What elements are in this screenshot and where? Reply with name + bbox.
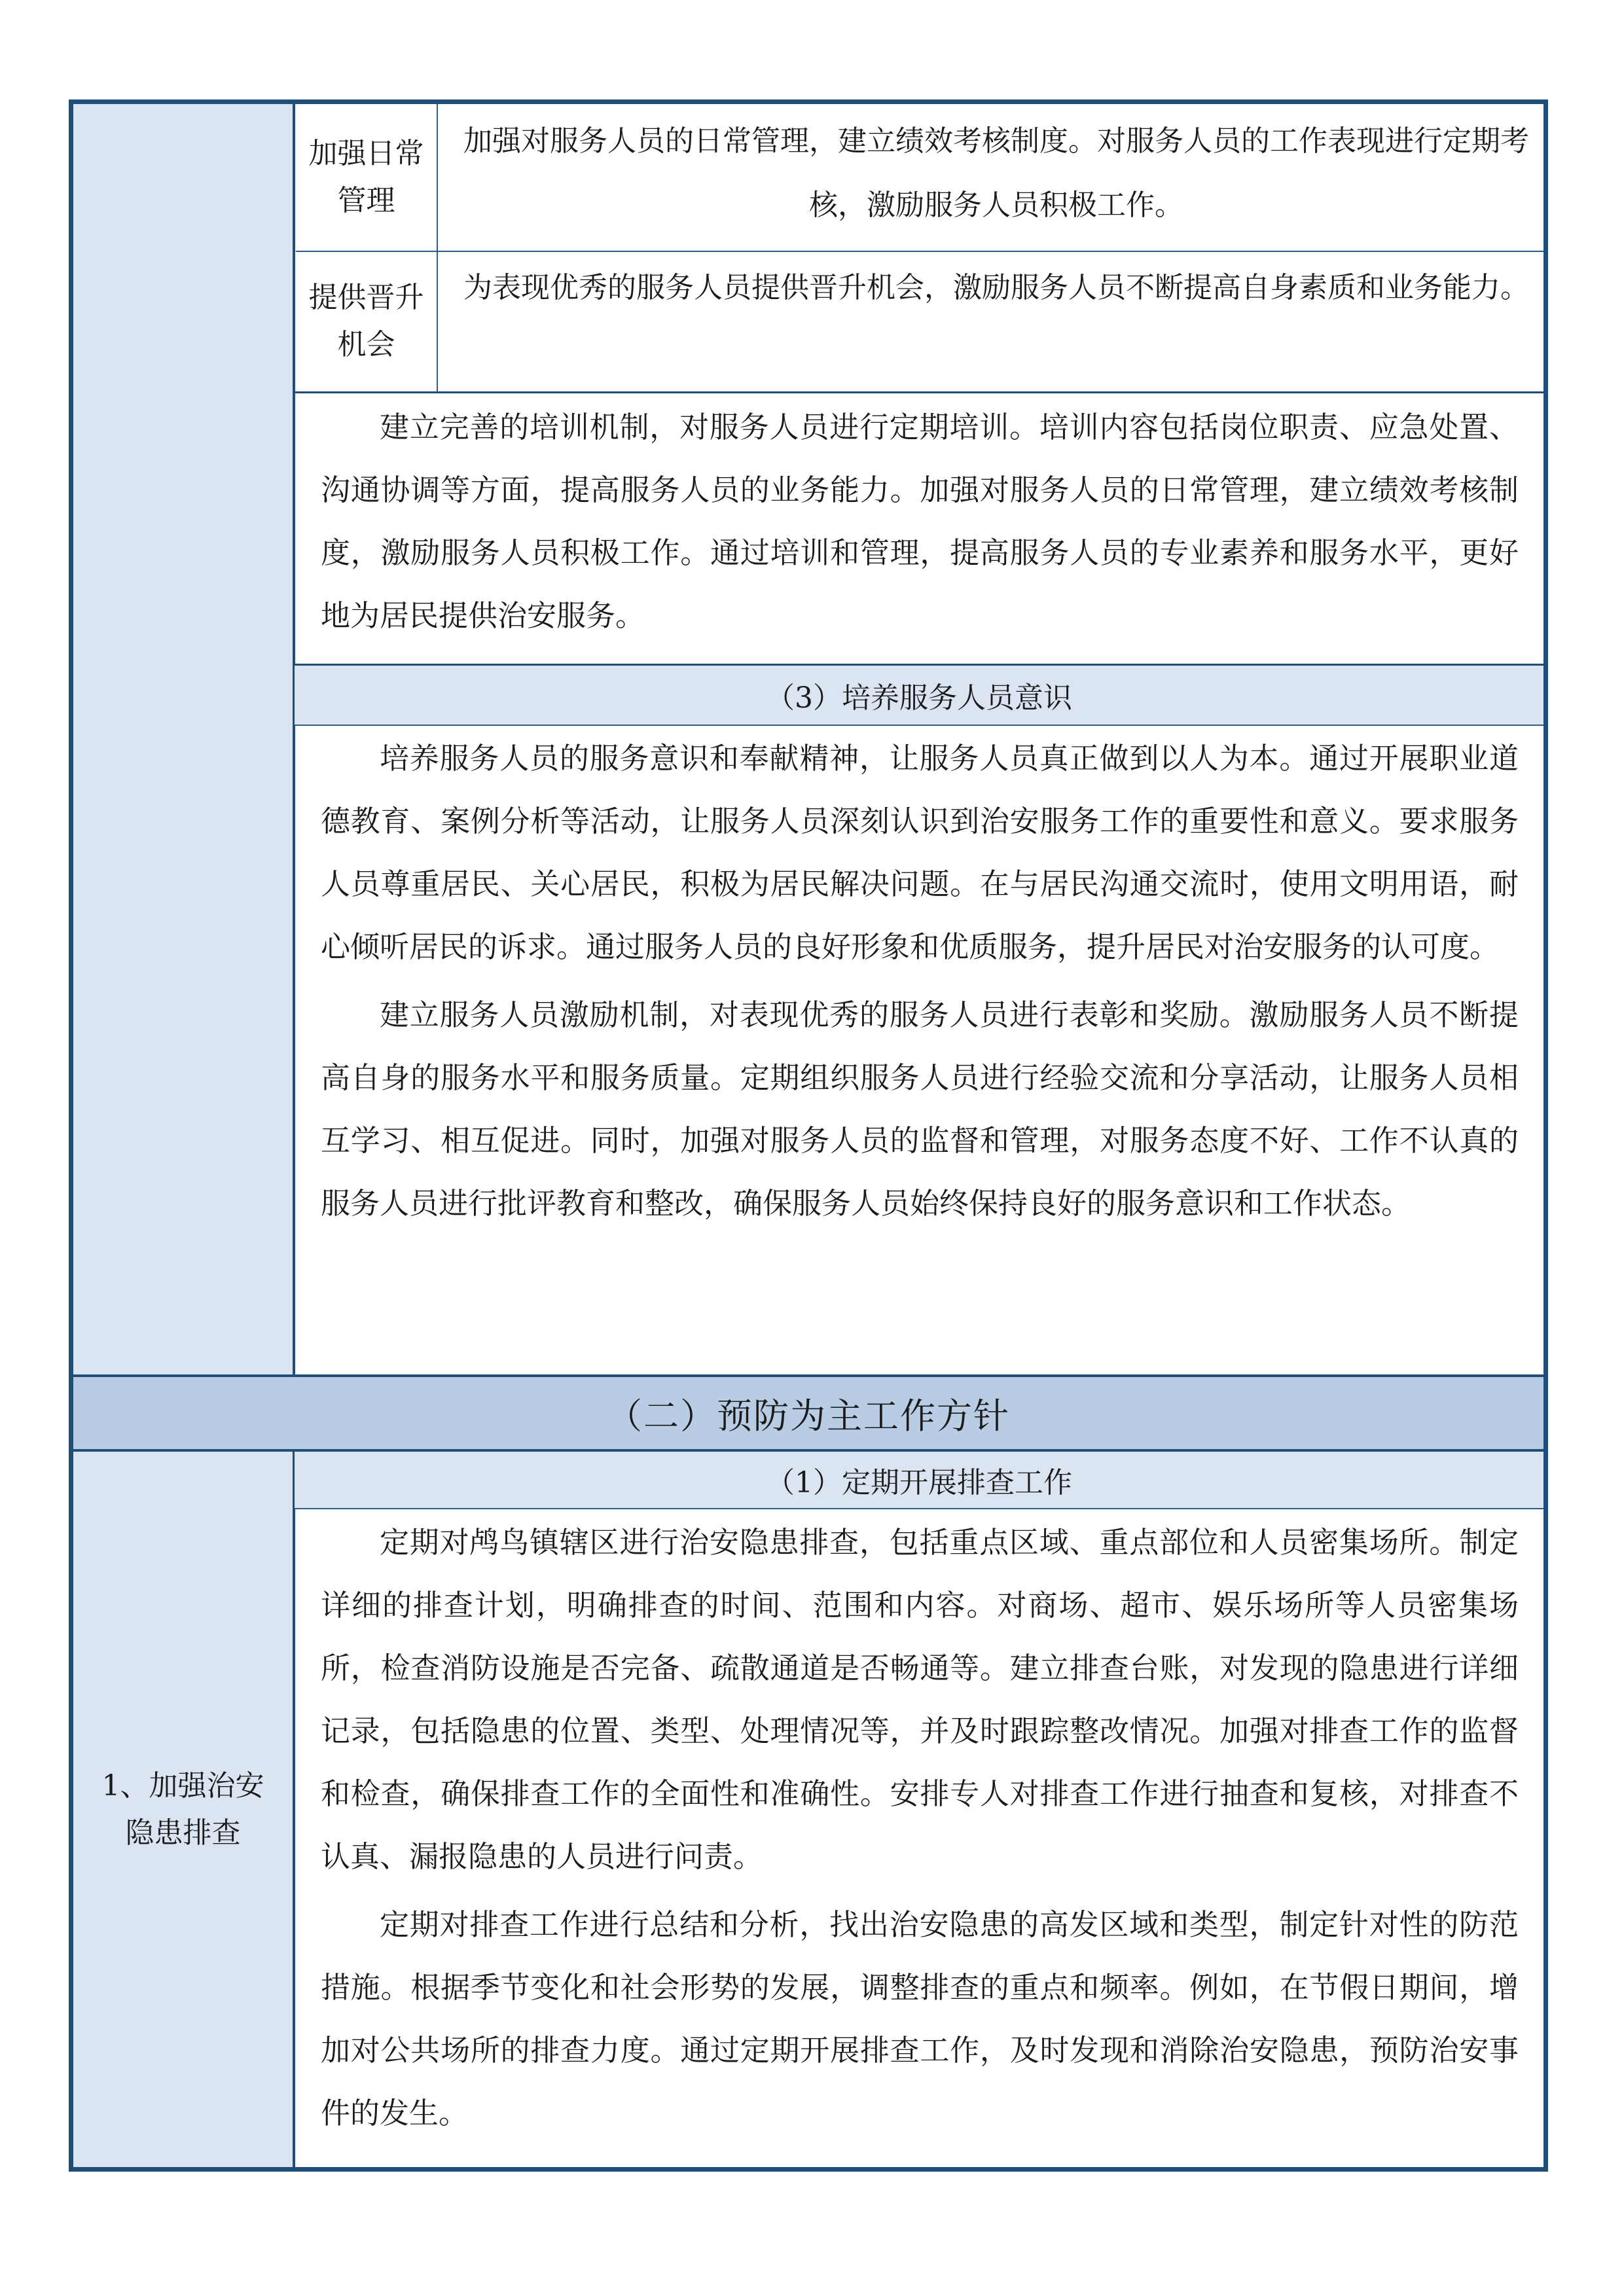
- subsection-3-paragraph-1: 培养服务人员的服务意识和奉献精神，让服务人员真正做到以人为本。通过开展职业道德教育、案例分析等活动，让服务人员深刻认识到治安服务工作的重要性和意义。要求服务人员尊重居民、关心居民，积极为居民解决问题。在与居民沟通交流时，使用文明用语，耐心倾听居民的诉求。通过服务人员的良好形象和优质服务，提升居民对治安服务的认可度。: [321, 741, 1519, 964]
- section-2-paragraph-1: 定期对鸬鸟镇辖区进行治安隐患排查，包括重点区域、重点部位和人员密集场所。制定详细的排查计划，明确排查的时间、范围和内容。对商场、超市、娱乐场所等人员密集场所，检查消防设施是否完备、疏散通道是否畅通等。建立排查台账，对发现的隐患进行详细记录，包括隐患的位置、类型、处理情况等，并及时跟踪整改情况。加强对排查工作的监督和检查，确保排查工作的全面性和准确性。安排专人对排查工作进行抽查和复核，对排查不认真、漏报隐患的人员进行问责。: [321, 1525, 1519, 1874]
- left-column-lower: [73, 1452, 293, 2167]
- section-2-paragraph-2: 定期对排查工作进行总结和分析，找出治安隐患的高发区域和类型，制定针对性的防范措施。根据季节变化和社会形势的发展，调整排查的重点和频率。例如，在节假日期间，增加对公共场所的排查力度。通过定期开展排查工作，及时发现和消除治安隐患，预防治安事件的发生。: [321, 1907, 1519, 2130]
- training-paragraph: 建立完善的培训机制，对服务人员进行定期培训。培训内容包括岗位职责、应急处置、沟通协调等方面，提高服务人员的业务能力。加强对服务人员的日常管理，建立绩效考核制度，激励服务人员积极工作。通过培训和管理，提高服务人员的专业素养和服务水平，更好地为居民提供治安服务。: [321, 410, 1519, 633]
- row-label-daily-management: 加强日常管理: [308, 137, 424, 217]
- divider-after-subheading-3: [295, 725, 1543, 726]
- subsection-3-paragraph-2: 建立服务人员激励机制，对表现优秀的服务人员进行表彰和奖励。激励服务人员不断提高自身的服务水平和服务质量。定期组织服务人员进行经验交流和分享活动，让服务人员相互学习、相互促进。同时，加强对服务人员的监督和管理，对服务态度不好、工作不认真的服务人员进行批评教育和整改，确保服务人员始终保持良好的服务意识和工作状态。: [321, 997, 1519, 1221]
- subsection-3-heading: （3）培养服务人员意识: [295, 666, 1543, 725]
- subsection-3-body: [321, 727, 1519, 1372]
- row-label-promotion: 提供晋升机会: [308, 280, 424, 361]
- section-2-body: [321, 1511, 1519, 2162]
- divider-after-inner-table: [295, 391, 1543, 393]
- training-paragraph-block: [321, 396, 1519, 658]
- section-left-label: 1、加强治安隐患排查: [101, 1768, 264, 1850]
- left-column-upper: [73, 104, 293, 1374]
- row-content-promotion: 为表现优秀的服务人员提供晋升机会，激励服务人员不断提高自身素质和业务能力。: [463, 271, 1529, 304]
- document-table: [69, 99, 1548, 2172]
- inner-row-divider: [296, 251, 1543, 252]
- section-2-subheading: （1）定期开展排查工作: [295, 1452, 1543, 1508]
- column-divider-lower: [293, 1452, 295, 2167]
- section-2-heading: （二）预防为主工作方针: [73, 1377, 1543, 1449]
- inner-table-divider: [437, 104, 438, 391]
- column-divider-upper: [293, 104, 295, 1374]
- row-content-daily-management: 加强对服务人员的日常管理，建立绩效考核制度。对服务人员的工作表现进行定期考核，激励服务人员积极工作。: [463, 124, 1529, 222]
- divider-after-section-2-subheading: [295, 1508, 1543, 1509]
